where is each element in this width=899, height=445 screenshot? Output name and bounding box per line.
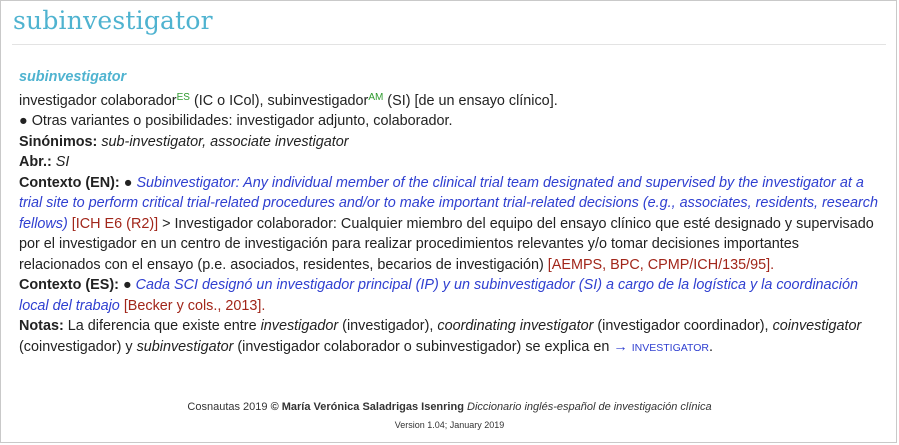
context-es-quote: Cada SCI designó un investigador principal (IP) y un subinvestigador (SI) a cargo de la logística y la coordinación local del trabajo [19,277,858,314]
context-en-translation: > Investigador colaborador: Cualquier miembro del equipo del ensayo clínico que esté designado y supervisado por el investigador en un centro de investigación para realizar procedimientos relevantes y/o tomar decisiones importantes relacionados con el ensayo (p.e. asociados, residentes, becarios de investigación) [19,215,874,273]
notes-term: subinvestigator [136,338,234,355]
synonyms-line [19,132,881,153]
notes-text: La diferencia que existe entre [63,318,261,334]
footer-credits [0,401,899,413]
bullet-icon: ● [122,277,132,293]
context-en-quote: Subinvestigator: Any individual member of the clinical trial team designated and supervised by the investigator at a trial site to perform critical trial-related procedures and/or to make important trial-related decisions (e.g., associates, residents, research fellows) [19,174,879,232]
title-divider [12,44,886,45]
abbreviation-label: Abr.: [19,154,52,170]
notes-text: (investigador), [338,318,438,334]
abbreviation-line [19,152,881,173]
notes-term: investigador [260,318,339,334]
variants-line: ● Otras variantes o posibilidades: investigador adjunto, colaborador. [19,113,453,129]
context-en [19,173,881,276]
region-tag-am: AM [368,91,384,103]
translation-es: investigador colaborador [19,92,177,109]
investigator-link-text: INVESTIGATOR [631,341,709,354]
notes-term: coinvestigator [772,318,862,334]
region-tag-es: ES [176,91,190,103]
notes-term: coordinating investigator [437,318,594,334]
context-en-reference: [ICH E6 (R2)] [71,215,159,232]
notes-end: . [708,338,713,355]
translation-line [19,88,881,112]
context-en-reference-2: [AEMPS, BPC, CPMP/ICH/135/95]. [547,256,775,273]
synonyms-label: Sinónimos: [19,133,98,150]
footer-author: © María Verónica Saladrigas Isenring [270,401,464,413]
context-es-reference: [Becker y cols., 2013]. [123,297,266,314]
abbreviation-text: SI [55,154,70,170]
notes-label: Notas: [19,318,64,334]
synonyms-text: sub-investigator, associate investigator [101,133,349,150]
dictionary-entry [19,67,881,358]
footer-version: Version 1.04; January 2019 [394,420,505,430]
context-es-label: Contexto (ES): [19,277,119,293]
headword-line [19,67,881,88]
investigator-link[interactable] [613,339,709,355]
context-en-label: Contexto (EN): [19,174,120,191]
translation-note: (SI) [de un ensayo clínico]. [383,92,558,109]
bullet-icon: ● [123,174,133,191]
notes-text: (investigador colaborador o subinvestigador) se explica en [233,338,614,355]
context-es [19,275,881,316]
headword: subinvestigator [19,69,127,85]
notes [19,316,881,358]
translation-abbr: (IC o ICol), subinvestigador [189,92,369,109]
notes-text: (investigador coordinador), [593,318,773,334]
arrow-right-icon: → [613,338,628,355]
footer-site: Cosnautas 2019 [187,401,271,413]
notes-text: (coinvestigador) y [19,338,137,355]
page-title: subinvestigator [13,6,213,35]
footer-dictionary-title: Diccionario inglés-español de investigación clínica [463,401,712,413]
